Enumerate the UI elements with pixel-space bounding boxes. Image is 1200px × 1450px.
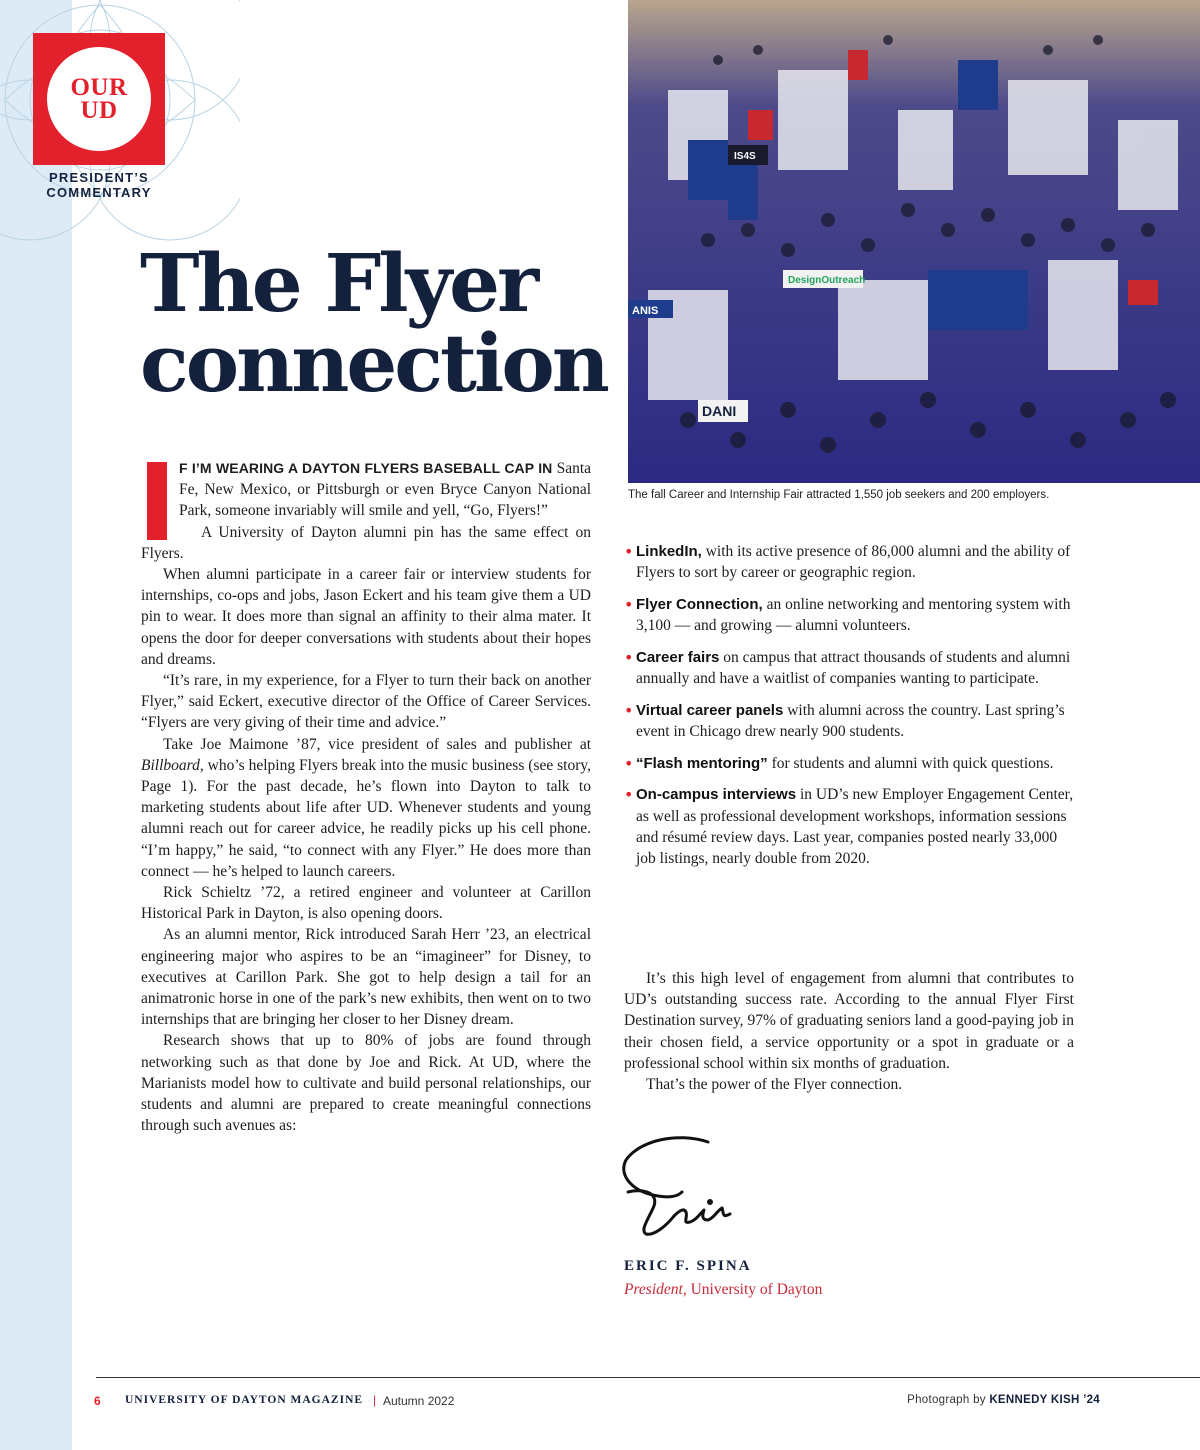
credit-prefix: Photograph by	[907, 1394, 990, 1406]
bullet-text: an online networking and mentoring system with 3,100 — and growing — alumni volunteers.	[636, 595, 1071, 635]
bullet-term: Career fairs	[636, 648, 720, 666]
billboard-title: Billboard	[141, 756, 200, 774]
badge-line-our: OUR	[70, 74, 128, 101]
headline-line-2: connection	[140, 316, 607, 410]
article-column-right	[624, 968, 1074, 1095]
bullet-text: for students and alumni with quick questions.	[767, 754, 1054, 772]
career-fair-illustration	[628, 0, 1200, 483]
booth-sign-designoutreach: DesignOutreach	[788, 275, 866, 286]
lead-rest: Santa Fe, New Mexico, or Pittsburgh or even Bryce Canyon National Park, someone invariably will smile and yell, “Go, Flyers!”	[179, 460, 592, 520]
closing-paragraph-2: That’s the power of the Flyer connection.	[646, 1076, 903, 1094]
bullet-term: “Flash mentoring”	[636, 754, 768, 772]
signature	[618, 1130, 738, 1245]
signer-org: University of Dayton	[686, 1281, 823, 1298]
list-item	[624, 647, 1074, 689]
paragraph-7: As an alumni mentor, Rick introduced Sarah Herr ’23, an electrical engineering major who aspires to be an “imagineer” for Disney, to executives at Carillon Park. She got to help design a tail for an animatronic horse in one of the park’s new exhibits, then went on to two internships that are bringing her closer to her Disney dream.	[141, 926, 591, 1029]
booth-sign-is4s: IS4S	[734, 151, 756, 162]
list-item	[624, 753, 1074, 774]
paragraph-6: Rick Schieltz ’72, a retired engineer and volunteer at Carillon Historical Park in Dayton, is also opening doors.	[141, 884, 591, 923]
bullet-text: with alumni across the country. Last spring’s event in Chicago drew nearly 900 students.	[636, 701, 1065, 740]
footer-divider	[96, 1377, 1200, 1378]
booth-sign-dani: DANI	[702, 403, 737, 419]
list-item	[624, 541, 1074, 583]
list-item	[624, 784, 1074, 869]
paragraph-4: “It’s rare, in my experience, for a Flyer to turn their back on another Flyer,” said Eckert, executive director of the Office of Career Services. “Flyers are very giving of their time and advice.”	[141, 672, 591, 732]
kicker-line-2: COMMENTARY	[46, 185, 152, 200]
paragraph-5-a: Take Joe Maimone ’87, vice president of sales and publisher at	[163, 735, 591, 753]
badge-circle	[47, 47, 151, 151]
list-item	[624, 700, 1074, 742]
bullet-text: on campus that attract thousands of students and alumni annually and have a waitlist of companies wanting to participate.	[636, 648, 1071, 688]
footer-separator: |	[373, 1393, 377, 1407]
closing-paragraph-1: It’s this high level of engagement from alumni that contributes to UD’s outstanding success rate. According to the annual Flyer First Destination survey, 97% of graduating seniors land a good-paying job in their chosen field, a service opportunity or a spot in graduate or a professional school within six months of graduation.	[624, 970, 1074, 1072]
lead-paragraph	[141, 458, 591, 522]
paragraph-8: Research shows that up to 80% of jobs are found through networking such as that done by Joe and Rick. At UD, where the Marianists model how to cultivate and build personal relationships, our students and alumni are prepared to create meaningful connections through such avenues as:	[141, 1032, 591, 1135]
career-fair-photo	[628, 0, 1200, 483]
paragraph-2: A University of Dayton alumni pin has the same effect on Flyers.	[141, 523, 591, 562]
bullet-text: with its active presence of 86,000 alumni and the ability of Flyers to sort by career or geographic region.	[636, 543, 1071, 582]
signer-title	[624, 1281, 822, 1299]
bullet-term: On-campus interviews	[636, 786, 797, 804]
photo-credit	[907, 1394, 1100, 1406]
issue-date: Autumn 2022	[383, 1394, 455, 1408]
bullet-text: in UD’s new Employer Engagement Center, as well as professional development workshops, information sessions and résumé review days. Last year, companies posted nearly 33,000 job listings, nearly double from 2020.	[636, 786, 1074, 867]
section-kicker	[36, 170, 162, 200]
paragraph-5-b: , who’s helping Flyers break into the music business (see story, Page 1). For the past decade, he’s flown into Dayton to talk to marketing students about life after UD. Whenever students and young alumni reach out for career advice, he readily picks up his cell phone. “I’m happy,” he said, “to connect with any Flyer.” He does more than connect — he’s helped to launch careers.	[141, 756, 591, 880]
our-ud-badge	[33, 33, 165, 165]
page-number: 6	[94, 1394, 101, 1408]
photo-caption: The fall Career and Internship Fair attracted 1,550 job seekers and 200 employers.	[628, 489, 1050, 501]
bullet-term: Virtual career panels	[636, 701, 784, 719]
paragraph-5	[141, 734, 591, 882]
kicker-line-1: PRESIDENT’S	[49, 170, 149, 185]
headline-line-1: The Flyer	[140, 236, 537, 330]
list-item	[624, 594, 1074, 636]
article-column-left	[141, 458, 591, 1137]
lead-in-caps: F I’M WEARING A DAYTON FLYERS BASEBALL CAP IN	[179, 460, 553, 476]
credit-name: KENNEDY KISH ’24	[989, 1394, 1100, 1406]
headline	[140, 236, 610, 410]
paragraph-3: When alumni participate in a career fair or interview students for internships, co-ops and jobs, Jason Eckert and his team give them a UD pin to wear. It does more than signal an affinity to their alma mater. It opens the door for deeper conversations with students about their hopes and dreams.	[141, 566, 591, 668]
signer-role: President,	[624, 1281, 687, 1298]
signer-name: ERIC F. SPINA	[624, 1258, 752, 1274]
bullet-term: Flyer Connection,	[636, 595, 763, 613]
avenues-list	[624, 541, 1074, 880]
magazine-title: UNIVERSITY OF DAYTON MAGAZINE	[125, 1394, 364, 1406]
drop-cap-bar	[147, 462, 167, 540]
bullet-term: LinkedIn,	[636, 543, 702, 560]
booth-sign-anis: ANIS	[632, 305, 659, 317]
badge-line-ud: UD	[80, 97, 118, 124]
